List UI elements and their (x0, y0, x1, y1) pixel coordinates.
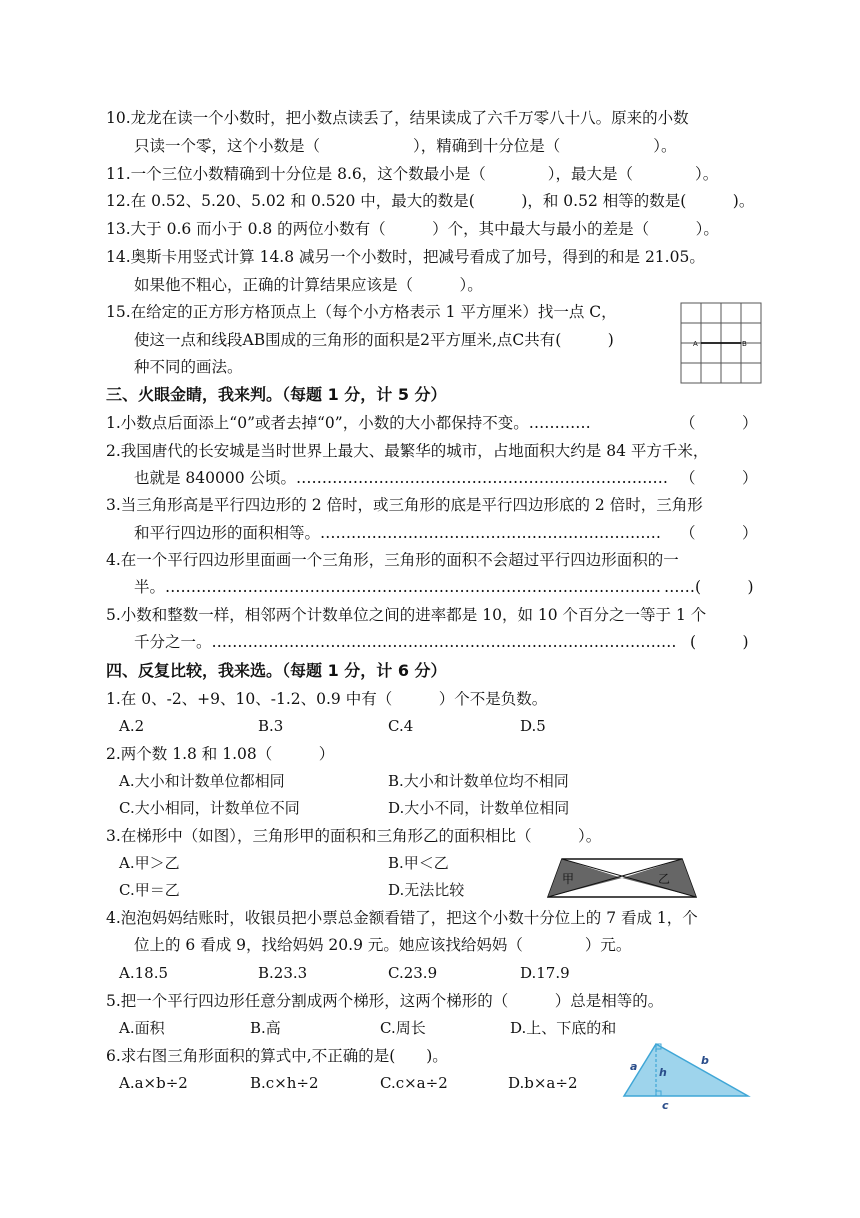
label-c: c (662, 1099, 669, 1112)
label-yi: 乙 (658, 872, 671, 886)
q14-line2: 如果他不粗心，正确的计算结果应该是（ ）。 (134, 276, 483, 294)
s3-q2-paren: （ ） (680, 469, 758, 487)
s4-q3-option-b: B.甲＜乙 (388, 854, 449, 872)
s3-q1-paren: （ ） (680, 414, 758, 432)
section4-title: 四、反复比较，我来选。（每题 1 分，计 6 分） (106, 661, 447, 680)
q12: 12.在 0.52、5.20、5.02 和 0.520 中，最大的数是( )，和 0.52 相等的数是( )。 (106, 192, 755, 210)
s3-q3-line1: 3.当三角形高是平行四边形的 2 倍时，或三角形的底是平行四边形底的 2 倍时，三角形 (106, 496, 703, 514)
s3-q5-line2: 千分之一。……………………………………………………………………………… (134, 633, 677, 651)
s4-q2-option-b: B.大小和计数单位均不相同 (388, 772, 569, 790)
q10-line2: 只读一个零，这个小数是（ ），精确到十分位是（ ）。 (134, 137, 677, 155)
s4-q4-option-c: C.23.9 (388, 964, 438, 982)
s4-q6-option-d: D.b×a÷2 (508, 1074, 578, 1092)
label-jia: 甲 (562, 872, 575, 886)
s3-q4-line1: 4.在一个平行四边形里面画一个三角形，三角形的面积不会超过平行四边形面积的一 (106, 551, 679, 569)
s3-q5-line1: 5.小数和整数一样，相邻两个计数单位之间的进率都是 10，如 10 个百分之一等于 1 个 (106, 606, 707, 624)
triangle-shape (624, 1044, 748, 1096)
s4-q6-stem: 6.求右图三角形面积的算式中,不正确的是( )。 (106, 1047, 448, 1065)
section3-title: 三、火眼金睛，我来判。（每题 1 分，计 5 分） (106, 385, 447, 404)
trapezoid-figure (546, 857, 698, 899)
q14-line1: 14.奥斯卡用竖式计算 14.8 减另一个小数时，把减号看成了加号，得到的和是 21.05。 (106, 248, 705, 266)
point-a-label: A (693, 340, 698, 348)
s4-q5-option-b: B.高 (250, 1019, 281, 1037)
q15-line1: 15.在给定的正方形方格顶点上（每个小方格表示 1 平方厘米）找一点 C， (106, 303, 617, 321)
s3-q1: 1.小数点后面添上“0”或者去掉“0”，小数的大小都保持不变。………… (106, 414, 591, 432)
s4-q2-option-a: A.大小和计数单位都相同 (119, 772, 285, 790)
s4-q4-option-a: A.18.5 (119, 964, 168, 982)
s3-q3-line2: 和平行四边形的面积相等。………………………………………………………… (134, 524, 662, 542)
s4-q6-option-a: A.a×b÷2 (119, 1074, 188, 1092)
label-a: a (630, 1060, 638, 1073)
s3-q4-line2: 半。…………………………………………………………………………………… (134, 578, 662, 596)
s4-q2-stem: 2.两个数 1.8 和 1.08（ ） (106, 745, 335, 763)
s4-q5-option-a: A.面积 (119, 1019, 165, 1037)
s4-q4-line2: 位上的 6 看成 9，找给妈妈 20.9 元。她应该找给妈妈（ ）元。 (134, 936, 632, 954)
s4-q5-stem: 5.把一个平行四边形任意分割成两个梯形，这两个梯形的（ ）总是相等的。 (106, 992, 664, 1010)
s3-q2-line1: 2.我国唐代的长安城是当时世界上最大、最繁华的城市，占地面积大约是 84 平方千米， (106, 442, 709, 460)
s4-q1-option-b: B.3 (258, 717, 284, 735)
s4-q4-option-d: D.17.9 (520, 964, 570, 982)
s4-q1-option-d: D.5 (520, 717, 546, 735)
s3-q2-line2: 也就是 840000 公顷。……………………………………………………………… (134, 469, 669, 487)
s4-q3-option-d: D.无法比较 (388, 881, 465, 899)
q15-line2: 使这一点和线段AB围成的三角形的面积是2平方厘米,点C共有( ) (134, 331, 614, 349)
grid-figure (680, 302, 762, 384)
s4-q3-option-a: A.甲＞乙 (119, 854, 180, 872)
s4-q5-option-c: C.周长 (380, 1019, 426, 1037)
s4-q2-option-c: C.大小相同，计数单位不同 (119, 799, 300, 817)
s4-q6-option-c: C.c×a÷2 (380, 1074, 448, 1092)
s4-q1-option-c: C.4 (388, 717, 414, 735)
s4-q5-option-d: D.上、下底的和 (510, 1019, 617, 1037)
s4-q1-option-a: A.2 (119, 717, 145, 735)
q13: 13.大于 0.6 而小于 0.8 的两位小数有（ ）个，其中最大与最小的差是（ ）。 (106, 220, 719, 238)
s4-q4-option-b: B.23.3 (258, 964, 308, 982)
point-b-label: B (742, 340, 747, 348)
s4-q2-option-d: D.大小不同，计数单位相同 (388, 799, 570, 817)
label-h: h (659, 1066, 667, 1079)
s3-q4-paren: ……( ) (664, 578, 754, 596)
q11: 11.一个三位小数精确到十分位是 8.6，这个数最小是（ ），最大是（ ）。 (106, 165, 719, 183)
q10-line1: 10.龙龙在读一个小数时，把小数点读丢了，结果读成了六千万零八十八。原来的小数 (106, 109, 689, 127)
s4-q1-stem: 1.在 0、-2、+9、10、-1.2、0.9 中有（ ）个不是负数。 (106, 690, 548, 708)
s3-q3-paren: （ ） (680, 524, 758, 542)
label-b: b (701, 1054, 709, 1067)
s4-q4-line1: 4.泡泡妈妈结账时，收银员把小票总金额看错了，把这个小数十分位上的 7 看成 1，个 (106, 909, 698, 927)
s4-q3-option-c: C.甲＝乙 (119, 881, 180, 899)
s3-q5-paren: ( ) (690, 633, 749, 651)
s4-q6-option-b: B.c×h÷2 (250, 1074, 319, 1092)
s4-q3-stem: 3.在梯形中（如图），三角形甲的面积和三角形乙的面积相比（ ）。 (106, 827, 602, 845)
right-triangle-figure (618, 1040, 758, 1112)
q15-line3: 种不同的画法。 (134, 358, 243, 376)
